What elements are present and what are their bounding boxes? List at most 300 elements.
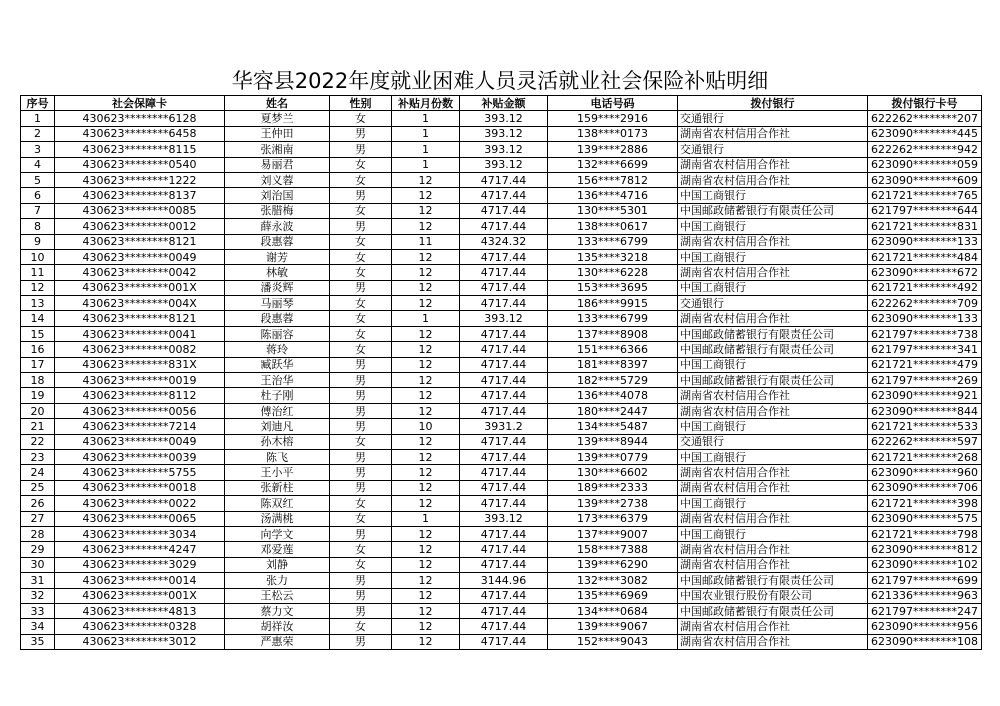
cell-subsidy-months: 12 [392,219,460,234]
cell-name: 陈丽容 [225,326,330,341]
cell-bank-card: 621336********963 [868,588,982,603]
cell-subsidy-amount: 4717.44 [460,188,548,203]
cell-gender: 男 [330,480,392,495]
cell-bank-card: 623090********575 [868,511,982,526]
cell-social-security-card: 430623********0328 [55,619,225,634]
table-row [21,373,982,388]
cell-name: 刘治国 [225,188,330,203]
cell-subsidy-amount: 4717.44 [460,403,548,418]
cell-name: 段惠蓉 [225,234,330,249]
cell-social-security-card: 430623********8137 [55,188,225,203]
cell-name: 傅治红 [225,403,330,418]
cell-bank: 中国工商银行 [678,280,868,295]
cell-index: 9 [21,234,55,249]
cell-subsidy-amount: 4717.44 [460,634,548,649]
cell-phone: 138****0173 [548,126,678,141]
cell-index: 13 [21,296,55,311]
cell-name: 张腊梅 [225,203,330,218]
cell-subsidy-amount: 393.12 [460,511,548,526]
cell-phone: 139****6290 [548,557,678,572]
cell-name: 张力 [225,573,330,588]
table-row [21,619,982,634]
cell-social-security-card: 430623********0085 [55,203,225,218]
cell-subsidy-months: 12 [392,542,460,557]
cell-name: 严惠荣 [225,634,330,649]
cell-social-security-card: 430623********0039 [55,449,225,464]
cell-bank: 中国工商银行 [678,496,868,511]
cell-name: 易丽君 [225,157,330,172]
header-bank-card: 拨付银行卡号 [868,96,982,111]
cell-gender: 男 [330,373,392,388]
cell-index: 12 [21,280,55,295]
cell-bank: 中国工商银行 [678,419,868,434]
cell-phone: 130****6602 [548,465,678,480]
cell-phone: 135****6969 [548,588,678,603]
cell-name: 谢芳 [225,249,330,264]
cell-subsidy-amount: 4717.44 [460,526,548,541]
cell-bank: 中国工商银行 [678,526,868,541]
cell-bank: 湖南省农村信用合作社 [678,480,868,495]
cell-bank: 中国工商银行 [678,188,868,203]
cell-bank: 湖南省农村信用合作社 [678,157,868,172]
cell-bank: 湖南省农村信用合作社 [678,234,868,249]
cell-subsidy-months: 12 [392,373,460,388]
cell-gender: 女 [330,326,392,341]
table-row [21,511,982,526]
cell-subsidy-amount: 4717.44 [460,373,548,388]
cell-subsidy-amount: 4717.44 [460,480,548,495]
cell-index: 24 [21,465,55,480]
cell-phone: 139****2886 [548,142,678,157]
cell-bank-card: 623090********445 [868,126,982,141]
cell-phone: 151****6366 [548,342,678,357]
cell-subsidy-months: 1 [392,157,460,172]
cell-gender: 女 [330,619,392,634]
header-subsidy-months: 补贴月份数 [392,96,460,111]
cell-bank: 湖南省农村信用合作社 [678,557,868,572]
cell-subsidy-months: 12 [392,573,460,588]
cell-subsidy-months: 11 [392,234,460,249]
table-row [21,219,982,234]
cell-name: 汤满桃 [225,511,330,526]
cell-index: 25 [21,480,55,495]
cell-index: 16 [21,342,55,357]
cell-subsidy-months: 12 [392,265,460,280]
header-social-security-card: 社会保障卡 [55,96,225,111]
cell-bank-card: 621721********765 [868,188,982,203]
cell-bank-card: 623090********108 [868,634,982,649]
cell-bank-card: 621721********798 [868,526,982,541]
cell-index: 30 [21,557,55,572]
cell-phone: 136****4078 [548,388,678,403]
cell-index: 3 [21,142,55,157]
cell-social-security-card: 430623********0018 [55,480,225,495]
cell-bank: 湖南省农村信用合作社 [678,403,868,418]
cell-subsidy-amount: 4717.44 [460,172,548,187]
cell-phone: 139****8944 [548,434,678,449]
table-row [21,188,982,203]
cell-name: 林敏 [225,265,330,280]
cell-subsidy-amount: 4717.44 [460,265,548,280]
cell-social-security-card: 430623********7214 [55,419,225,434]
cell-bank: 湖南省农村信用合作社 [678,265,868,280]
table-row [21,496,982,511]
cell-phone: 158****7388 [548,542,678,557]
cell-name: 邓爱莲 [225,542,330,557]
cell-name: 王松云 [225,588,330,603]
cell-subsidy-months: 12 [392,326,460,341]
cell-name: 王仲田 [225,126,330,141]
cell-gender: 女 [330,342,392,357]
cell-gender: 男 [330,219,392,234]
cell-social-security-card: 430623********6458 [55,126,225,141]
cell-bank-card: 623090********609 [868,172,982,187]
cell-name: 向学文 [225,526,330,541]
cell-index: 28 [21,526,55,541]
cell-phone: 130****5301 [548,203,678,218]
table-row [21,526,982,541]
table-row [21,342,982,357]
cell-gender: 男 [330,465,392,480]
cell-phone: 134****0684 [548,603,678,618]
cell-bank-card: 621797********269 [868,373,982,388]
cell-subsidy-amount: 393.12 [460,111,548,126]
table-row [21,603,982,618]
cell-subsidy-amount: 4717.44 [460,326,548,341]
cell-subsidy-months: 12 [392,557,460,572]
cell-subsidy-months: 10 [392,419,460,434]
cell-bank-card: 622262********597 [868,434,982,449]
cell-bank: 中国农业银行股份有限公司 [678,588,868,603]
cell-index: 31 [21,573,55,588]
cell-bank-card: 621721********479 [868,357,982,372]
cell-index: 22 [21,434,55,449]
table-row [21,172,982,187]
cell-social-security-card: 430623********0056 [55,403,225,418]
cell-bank-card: 621721********268 [868,449,982,464]
cell-social-security-card: 430623********0022 [55,496,225,511]
cell-phone: 136****4716 [548,188,678,203]
header-index: 序号 [21,96,55,111]
cell-subsidy-amount: 4717.44 [460,357,548,372]
table-row [21,234,982,249]
cell-name: 马丽琴 [225,296,330,311]
cell-social-security-card: 430623********3034 [55,526,225,541]
cell-bank: 中国邮政储蓄银行有限责任公司 [678,326,868,341]
table-row [21,265,982,280]
cell-social-security-card: 430623********8115 [55,142,225,157]
cell-gender: 男 [330,419,392,434]
cell-bank-card: 621721********492 [868,280,982,295]
cell-subsidy-months: 12 [392,465,460,480]
cell-bank: 湖南省农村信用合作社 [678,172,868,187]
table-row [21,126,982,141]
header-subsidy-amount: 补贴金额 [460,96,548,111]
cell-gender: 男 [330,634,392,649]
cell-subsidy-amount: 3931.2 [460,419,548,434]
cell-index: 20 [21,403,55,418]
cell-phone: 139****2738 [548,496,678,511]
cell-subsidy-months: 12 [392,480,460,495]
cell-subsidy-amount: 4717.44 [460,434,548,449]
cell-subsidy-months: 12 [392,434,460,449]
cell-subsidy-months: 1 [392,311,460,326]
header-gender: 性别 [330,96,392,111]
cell-index: 21 [21,419,55,434]
cell-name: 段惠蓉 [225,311,330,326]
cell-subsidy-amount: 4717.44 [460,296,548,311]
table-row [21,542,982,557]
cell-subsidy-months: 12 [392,188,460,203]
cell-name: 潘炎辉 [225,280,330,295]
table-row [21,449,982,464]
cell-name: 胡祥汝 [225,619,330,634]
table-row [21,142,982,157]
cell-name: 王治华 [225,373,330,388]
cell-subsidy-amount: 4717.44 [460,449,548,464]
cell-bank: 中国邮政储蓄银行有限责任公司 [678,573,868,588]
cell-bank: 湖南省农村信用合作社 [678,126,868,141]
cell-gender: 男 [330,573,392,588]
cell-index: 6 [21,188,55,203]
cell-bank-card: 621797********699 [868,573,982,588]
table-row [21,157,982,172]
cell-index: 14 [21,311,55,326]
cell-social-security-card: 430623********4813 [55,603,225,618]
cell-phone: 130****6228 [548,265,678,280]
cell-bank-card: 621721********398 [868,496,982,511]
cell-name: 薛永波 [225,219,330,234]
cell-social-security-card: 430623********0540 [55,157,225,172]
cell-phone: 186****9915 [548,296,678,311]
cell-index: 17 [21,357,55,372]
cell-subsidy-amount: 4717.44 [460,249,548,264]
table-row [21,249,982,264]
cell-name: 孙木榕 [225,434,330,449]
cell-bank: 交通银行 [678,434,868,449]
cell-phone: 134****5487 [548,419,678,434]
cell-gender: 女 [330,542,392,557]
cell-gender: 男 [330,388,392,403]
table-row [21,434,982,449]
cell-phone: 153****3695 [548,280,678,295]
cell-social-security-card: 430623********0082 [55,342,225,357]
cell-gender: 女 [330,296,392,311]
cell-gender: 女 [330,557,392,572]
cell-subsidy-months: 1 [392,142,460,157]
cell-name: 夏梦兰 [225,111,330,126]
cell-social-security-card: 430623********3029 [55,557,225,572]
cell-social-security-card: 430623********0049 [55,434,225,449]
cell-subsidy-amount: 4717.44 [460,342,548,357]
cell-index: 8 [21,219,55,234]
cell-gender: 女 [330,203,392,218]
cell-social-security-card: 430623********0012 [55,219,225,234]
cell-bank-card: 623090********956 [868,619,982,634]
cell-bank: 中国工商银行 [678,249,868,264]
cell-phone: 180****2447 [548,403,678,418]
cell-bank: 中国工商银行 [678,449,868,464]
cell-bank: 交通银行 [678,296,868,311]
cell-index: 7 [21,203,55,218]
cell-subsidy-amount: 4717.44 [460,280,548,295]
cell-social-security-card: 430623********8121 [55,234,225,249]
cell-name: 刘静 [225,557,330,572]
cell-index: 4 [21,157,55,172]
cell-subsidy-months: 12 [392,403,460,418]
cell-gender: 女 [330,311,392,326]
table-row [21,326,982,341]
cell-gender: 女 [330,157,392,172]
cell-index: 2 [21,126,55,141]
cell-subsidy-months: 1 [392,126,460,141]
cell-phone: 133****6799 [548,311,678,326]
cell-name: 臧跃华 [225,357,330,372]
cell-subsidy-months: 1 [392,511,460,526]
cell-social-security-card: 430623********8121 [55,311,225,326]
cell-gender: 男 [330,588,392,603]
cell-index: 23 [21,449,55,464]
cell-gender: 女 [330,249,392,264]
cell-name: 蔡力文 [225,603,330,618]
cell-bank-card: 623090********133 [868,311,982,326]
cell-subsidy-amount: 393.12 [460,157,548,172]
cell-phone: 135****3218 [548,249,678,264]
cell-bank-card: 623090********812 [868,542,982,557]
cell-index: 10 [21,249,55,264]
table-row [21,311,982,326]
cell-bank-card: 621797********341 [868,342,982,357]
cell-social-security-card: 430623********0041 [55,326,225,341]
cell-index: 35 [21,634,55,649]
cell-gender: 女 [330,172,392,187]
cell-name: 张新柱 [225,480,330,495]
table-row [21,111,982,126]
cell-bank: 交通银行 [678,142,868,157]
table-row [21,203,982,218]
cell-phone: 132****3082 [548,573,678,588]
cell-subsidy-amount: 4717.44 [460,465,548,480]
cell-bank-card: 623090********102 [868,557,982,572]
cell-bank-card: 621797********247 [868,603,982,618]
cell-phone: 173****6379 [548,511,678,526]
cell-phone: 152****9043 [548,634,678,649]
cell-subsidy-months: 12 [392,496,460,511]
cell-index: 33 [21,603,55,618]
cell-name: 蒋玲 [225,342,330,357]
table-header-row [21,96,982,111]
cell-bank: 湖南省农村信用合作社 [678,511,868,526]
cell-bank: 中国工商银行 [678,357,868,372]
cell-subsidy-months: 12 [392,280,460,295]
cell-subsidy-amount: 4717.44 [460,542,548,557]
cell-social-security-card: 430623********0049 [55,249,225,264]
cell-subsidy-amount: 4717.44 [460,557,548,572]
cell-bank: 中国工商银行 [678,219,868,234]
cell-subsidy-amount: 393.12 [460,126,548,141]
cell-phone: 189****2333 [548,480,678,495]
cell-subsidy-months: 12 [392,296,460,311]
cell-subsidy-months: 12 [392,357,460,372]
cell-social-security-card: 430623********1222 [55,172,225,187]
cell-subsidy-amount: 4324.32 [460,234,548,249]
table-row [21,634,982,649]
cell-bank-card: 622262********942 [868,142,982,157]
table-body [21,111,982,650]
cell-phone: 137****8908 [548,326,678,341]
cell-social-security-card: 430623********001X [55,588,225,603]
cell-bank: 中国邮政储蓄银行有限责任公司 [678,203,868,218]
cell-bank-card: 623090********706 [868,480,982,495]
cell-bank-card: 623090********921 [868,388,982,403]
page-title: 华容县2022年度就业困难人员灵活就业社会保险补贴明细 [231,69,769,93]
cell-subsidy-amount: 4717.44 [460,588,548,603]
cell-phone: 139****0779 [548,449,678,464]
cell-subsidy-months: 12 [392,619,460,634]
cell-bank-card: 621797********738 [868,326,982,341]
cell-gender: 男 [330,526,392,541]
cell-subsidy-months: 12 [392,249,460,264]
cell-name: 王小平 [225,465,330,480]
subsidy-table [20,95,982,650]
cell-phone: 156****7812 [548,172,678,187]
cell-gender: 女 [330,265,392,280]
cell-phone: 137****9007 [548,526,678,541]
table-row [21,296,982,311]
cell-gender: 女 [330,111,392,126]
cell-subsidy-amount: 4717.44 [460,388,548,403]
cell-gender: 男 [330,403,392,418]
cell-subsidy-amount: 4717.44 [460,619,548,634]
cell-phone: 182****5729 [548,373,678,388]
cell-social-security-card: 430623********001X [55,280,225,295]
cell-bank-card: 623090********059 [868,157,982,172]
cell-social-security-card: 430623********5755 [55,465,225,480]
cell-phone: 139****9067 [548,619,678,634]
cell-name: 张湘南 [225,142,330,157]
cell-social-security-card: 430623********3012 [55,634,225,649]
cell-name: 刘迪凡 [225,419,330,434]
table-row [21,573,982,588]
cell-gender: 男 [330,603,392,618]
cell-bank: 中国邮政储蓄银行有限责任公司 [678,342,868,357]
cell-phone: 133****6799 [548,234,678,249]
table-row [21,465,982,480]
cell-bank: 湖南省农村信用合作社 [678,619,868,634]
table-row [21,357,982,372]
cell-subsidy-amount: 4717.44 [460,219,548,234]
cell-bank: 湖南省农村信用合作社 [678,542,868,557]
cell-name: 陈飞 [225,449,330,464]
cell-bank: 中国邮政储蓄银行有限责任公司 [678,373,868,388]
cell-subsidy-amount: 4717.44 [460,496,548,511]
cell-social-security-card: 430623********6128 [55,111,225,126]
cell-social-security-card: 430623********004X [55,296,225,311]
cell-index: 5 [21,172,55,187]
cell-bank-card: 623090********672 [868,265,982,280]
cell-bank-card: 621721********831 [868,219,982,234]
cell-gender: 女 [330,434,392,449]
cell-subsidy-months: 12 [392,388,460,403]
cell-phone: 159****2916 [548,111,678,126]
cell-name: 杜子刚 [225,388,330,403]
cell-subsidy-amount: 3144.96 [460,573,548,588]
table-row [21,557,982,572]
cell-bank-card: 622262********207 [868,111,982,126]
cell-name: 刘义蓉 [225,172,330,187]
cell-bank-card: 622262********709 [868,296,982,311]
cell-social-security-card: 430623********4247 [55,542,225,557]
